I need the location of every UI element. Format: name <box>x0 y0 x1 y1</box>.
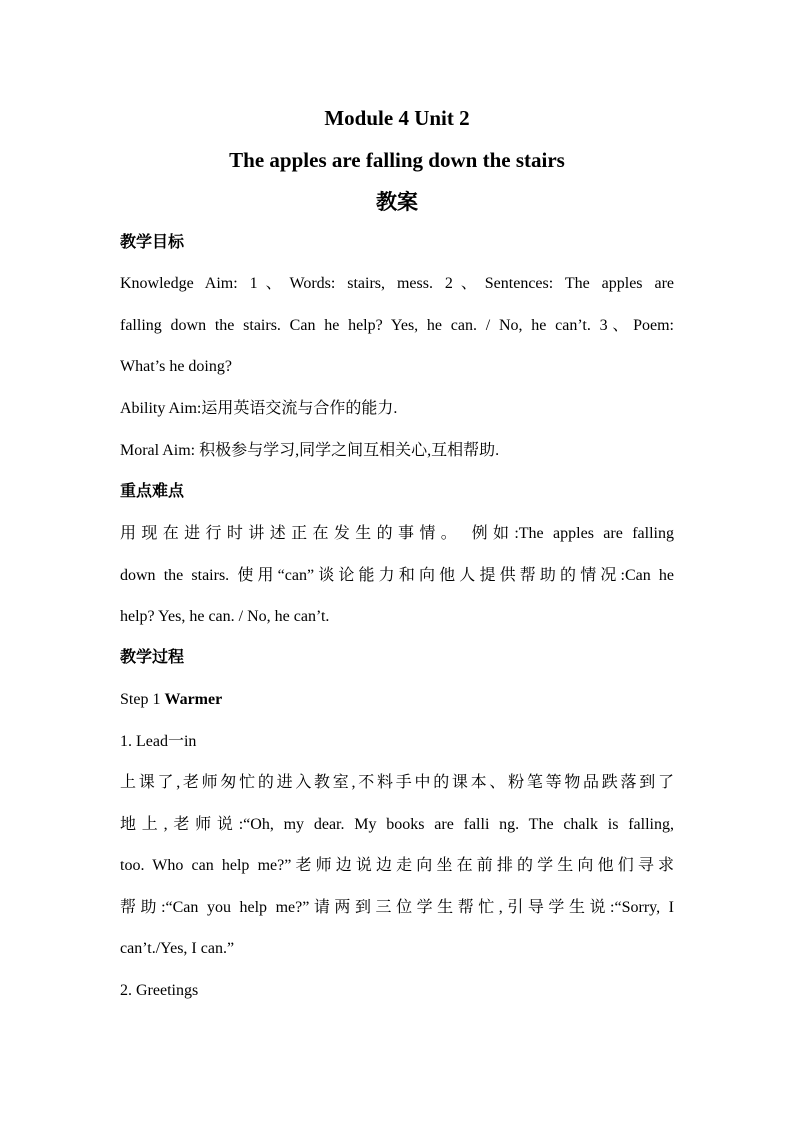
objectives-heading: 教学目标 <box>120 234 185 251</box>
knowledge-aim-line-1: Knowledge Aim: 1、Words: stairs, mess. 2、Sentences: The apples are <box>120 275 674 292</box>
knowledge-aim-line-3: What’s he doing? <box>120 358 232 375</box>
step1-title: Warmer <box>164 691 223 708</box>
key-points-line-2: down the stairs. 使用“can”谈论能力和向他人提供帮助的情况:Can he <box>120 567 674 584</box>
ability-aim-line: Ability Aim:运用英语交流与合作的能力. <box>120 400 398 417</box>
document-title-module: Module 4 Unit 2 <box>324 106 470 130</box>
greetings-heading: 2. Greetings <box>120 982 199 999</box>
lead-in-line-5: can’t./Yes, I can.” <box>120 940 235 957</box>
step1-prefix: Step 1 <box>120 691 165 708</box>
lead-in-line-1: 上课了,老师匆忙的进入教室,不料手中的课本、粉笔等物品跌落到了 <box>120 774 674 791</box>
document-title-lesson: The apples are falling down the stairs <box>229 148 565 172</box>
key-points-heading: 重点难点 <box>120 483 185 500</box>
lead-in-heading: 1. Lead一in <box>120 733 197 750</box>
lead-in-line-3: too. Who can help me?”老师边说边走向坐在前排的学生向他们寻求 <box>120 857 674 874</box>
process-heading: 教学过程 <box>120 649 185 666</box>
lead-in-line-4: 帮助:“Can you help me?”请两到三位学生帮忙,引导学生说:“Sorry, I <box>120 899 674 916</box>
moral-aim-line: Moral Aim: 积极参与学习,同学之间互相关心,互相帮助. <box>120 442 500 459</box>
key-points-line-1: 用现在进行时讲述正在发生的事情。 例如:The apples are falling <box>120 525 674 542</box>
lead-in-line-2: 地上,老师说:“Oh, my dear. My books are falli ng. The chalk is falling, <box>120 816 674 833</box>
step1-heading <box>120 689 674 711</box>
document-title-lesson-plan: 教案 <box>376 190 418 214</box>
knowledge-aim-line-2: falling down the stairs. Can he help? Yes, he can. / No, he can’t. 3、Poem: <box>120 317 674 334</box>
key-points-line-3: help? Yes, he can. / No, he can’t. <box>120 608 330 625</box>
